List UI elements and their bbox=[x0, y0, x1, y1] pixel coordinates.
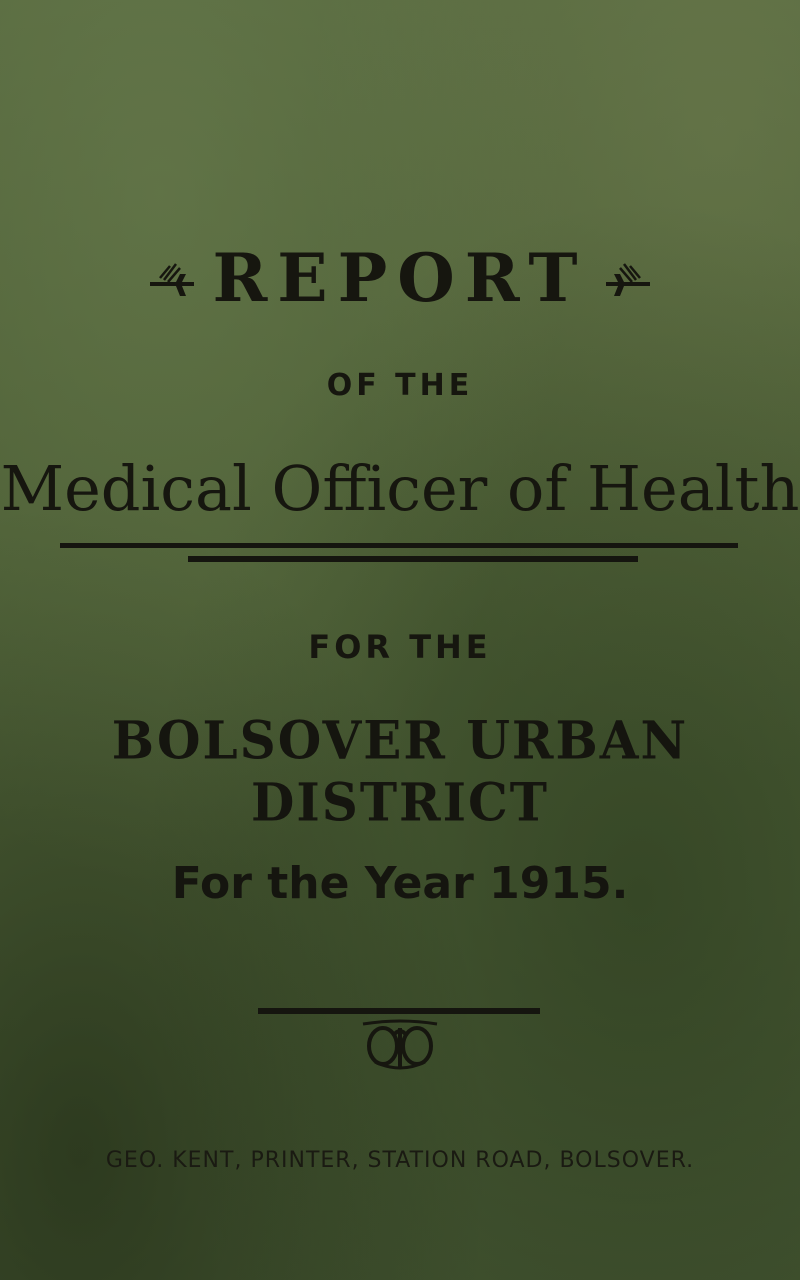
main-title: Medical Officer of Health bbox=[0, 452, 800, 525]
pointing-hand-right-icon bbox=[602, 252, 654, 304]
printer-monogram-icon bbox=[355, 1016, 445, 1076]
report-title-row bbox=[0, 228, 800, 328]
of-the-label: OF THE bbox=[326, 368, 474, 403]
pointing-hand-left-icon bbox=[146, 252, 198, 304]
report-title: REPORT bbox=[212, 239, 588, 317]
divider-rule-short bbox=[188, 556, 638, 562]
divider-rule-lower bbox=[258, 1008, 540, 1014]
district-name: BOLSOVER URBAN DISTRICT bbox=[111, 709, 689, 833]
divider-rule bbox=[60, 543, 738, 548]
year-line: For the Year 1915. bbox=[171, 858, 629, 909]
printer-imprint: GEO. KENT, PRINTER, STATION ROAD, BOLSOVER. bbox=[105, 1148, 695, 1173]
for-the-label: FOR THE bbox=[308, 628, 492, 666]
